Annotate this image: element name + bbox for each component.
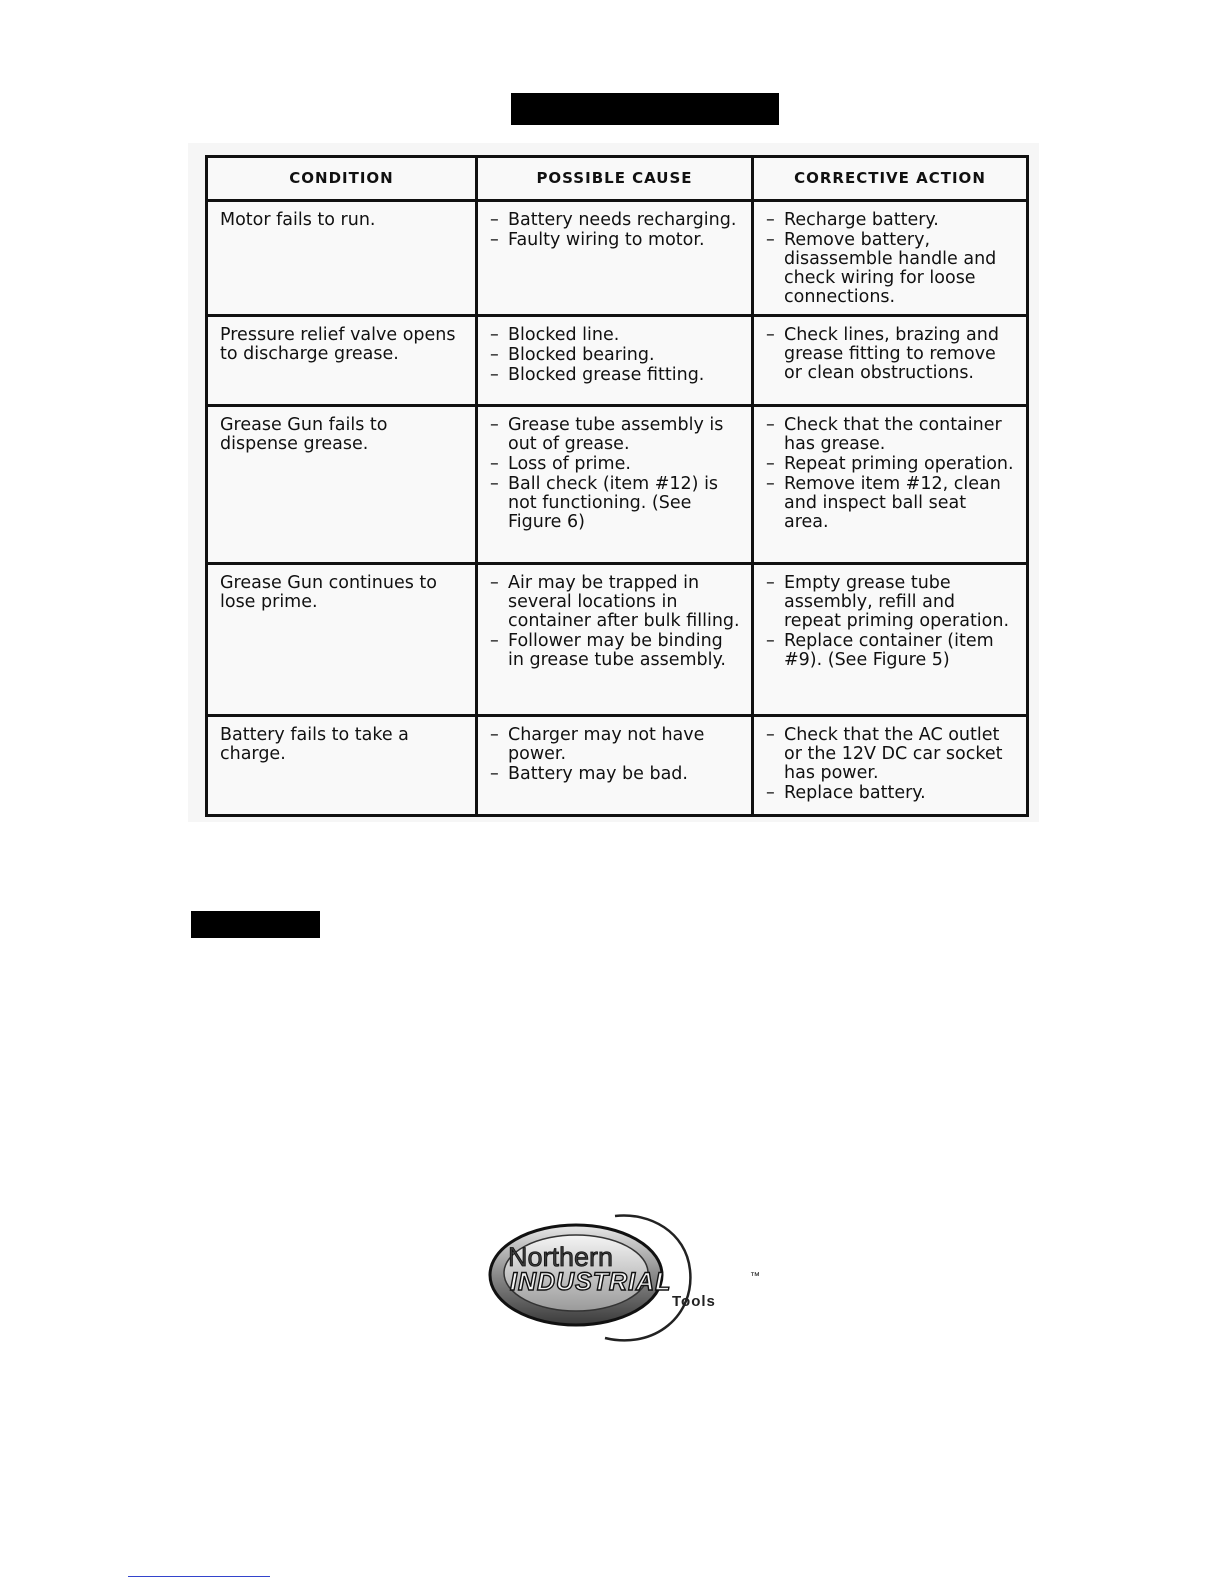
header-possible-cause: POSSIBLE CAUSE bbox=[477, 157, 753, 201]
table-row bbox=[207, 316, 1028, 406]
condition-cell: Pressure relief valve opens to discharge grease. bbox=[207, 316, 477, 406]
condition-cell: Battery fails to take a charge. bbox=[207, 716, 477, 816]
footer-link-underline[interactable] bbox=[128, 1575, 270, 1577]
action-item: – Check lines, brazing and grease fitting to remove or clean obstructions. bbox=[766, 326, 1016, 383]
action-item: – Recharge battery. bbox=[766, 211, 1016, 230]
cause-item: – Grease tube assembly is out of grease. bbox=[490, 416, 741, 454]
cause-item: – Blocked grease fitting. bbox=[490, 366, 741, 385]
action-item: – Empty grease tube assembly, refill and repeat priming operation. bbox=[766, 574, 1016, 631]
table-row bbox=[207, 406, 1028, 564]
cause-cell bbox=[477, 201, 753, 316]
action-item: – Repeat priming operation. bbox=[766, 455, 1016, 474]
action-item: – Replace container (item #9). (See Figure 5) bbox=[766, 632, 1016, 670]
action-cell bbox=[753, 564, 1028, 716]
troubleshooting-table bbox=[205, 155, 1029, 817]
cause-item: – Loss of prime. bbox=[490, 455, 741, 474]
header-condition: CONDITION bbox=[207, 157, 477, 201]
action-item: – Remove battery, disassemble handle and check wiring for loose connections. bbox=[766, 231, 1016, 307]
cause-item: – Follower may be binding in grease tube assembly. bbox=[490, 632, 741, 670]
cause-item: – Blocked bearing. bbox=[490, 346, 741, 365]
header-corrective-action: CORRECTIVE ACTION bbox=[753, 157, 1028, 201]
cause-item: – Ball check (item #12) is not functioning. (See Figure 6) bbox=[490, 475, 741, 532]
logo-text-tools: Tools bbox=[672, 1293, 716, 1310]
cause-cell bbox=[477, 564, 753, 716]
redacted-section-heading-bar bbox=[191, 911, 320, 938]
condition-cell: Motor fails to run. bbox=[207, 201, 477, 316]
cause-cell bbox=[477, 316, 753, 406]
action-item: – Check that the container has grease. bbox=[766, 416, 1016, 454]
cause-item: – Blocked line. bbox=[490, 326, 741, 345]
action-cell bbox=[753, 716, 1028, 816]
northern-industrial-logo bbox=[480, 1210, 780, 1344]
cause-item: – Faulty wiring to motor. bbox=[490, 231, 741, 250]
cause-item: – Battery needs recharging. bbox=[490, 211, 741, 230]
redacted-title-bar bbox=[511, 93, 779, 125]
table-row bbox=[207, 201, 1028, 316]
cause-item: – Charger may not have power. bbox=[490, 726, 741, 764]
condition-cell: Grease Gun continues to lose prime. bbox=[207, 564, 477, 716]
troubleshooting-table-container bbox=[188, 143, 1039, 822]
logo-graphic bbox=[480, 1210, 780, 1344]
table-row bbox=[207, 564, 1028, 716]
condition-cell: Grease Gun fails to dispense grease. bbox=[207, 406, 477, 564]
cause-item: – Battery may be bad. bbox=[490, 765, 741, 784]
table-header-row bbox=[207, 157, 1028, 201]
cause-item: – Air may be trapped in several locations in container after bulk filling. bbox=[490, 574, 741, 631]
action-cell bbox=[753, 406, 1028, 564]
cause-cell bbox=[477, 716, 753, 816]
action-cell bbox=[753, 316, 1028, 406]
action-item: – Remove item #12, clean and inspect ball seat area. bbox=[766, 475, 1016, 532]
action-cell bbox=[753, 201, 1028, 316]
action-item: – Check that the AC outlet or the 12V DC car socket has power. bbox=[766, 726, 1016, 783]
logo-text-northern: Northern bbox=[508, 1242, 614, 1272]
cause-cell bbox=[477, 406, 753, 564]
logo-text-industrial: INDUSTRIAL bbox=[510, 1268, 672, 1296]
action-item: – Replace battery. bbox=[766, 784, 1016, 803]
table-row bbox=[207, 716, 1028, 816]
logo-trademark: ™ bbox=[750, 1271, 760, 1282]
